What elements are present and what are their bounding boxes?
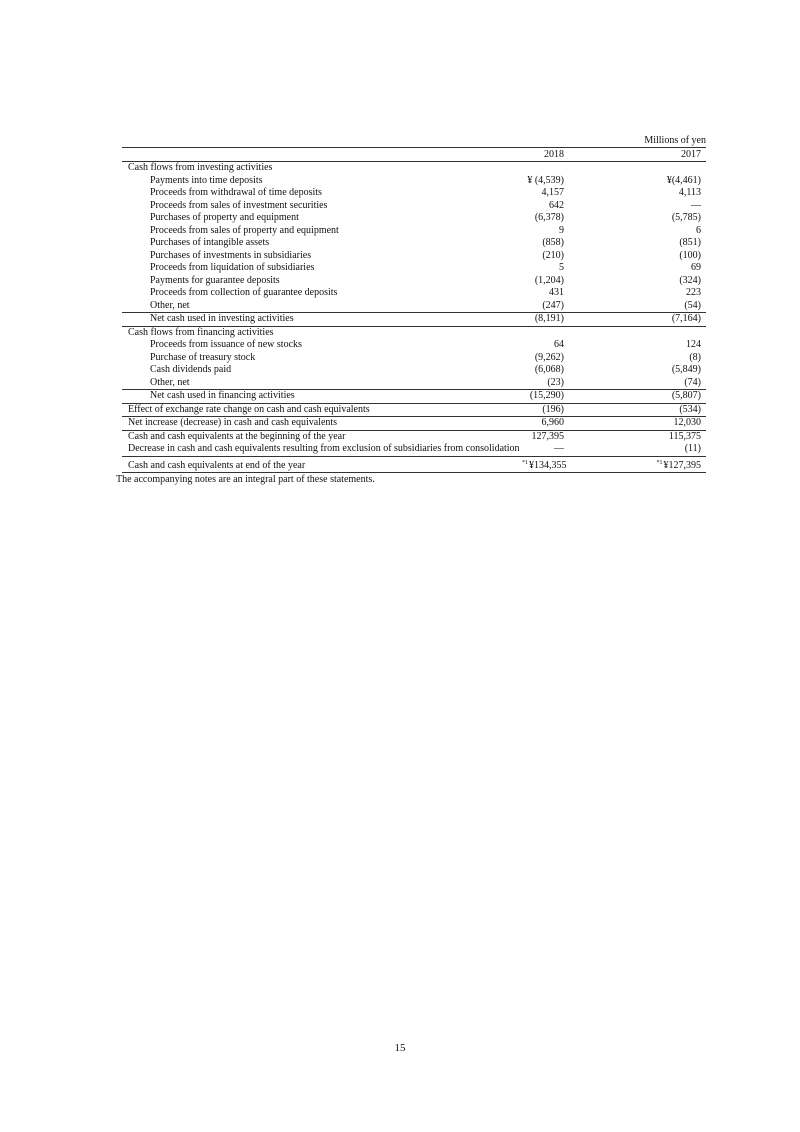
value-text: 223: [686, 287, 701, 298]
value-2017: [626, 300, 706, 313]
header-label-cell: [122, 148, 522, 162]
table-row: [122, 225, 706, 238]
value-2017: [626, 326, 706, 339]
value-2017: [626, 339, 706, 352]
row-label: Cash and cash equivalents at end of the year: [122, 456, 522, 473]
row-label: Payments into time deposits: [150, 174, 263, 186]
value-text: (196): [542, 403, 564, 415]
value-2018: [522, 175, 626, 188]
value-text: 69: [691, 262, 701, 273]
value-text: 64: [554, 339, 564, 350]
table-row: [122, 212, 706, 225]
row-label: Proceeds from sales of investment securities: [150, 199, 328, 211]
table-row: [122, 287, 706, 300]
row-label: Other, net: [150, 299, 190, 311]
value-2017: [626, 430, 706, 443]
value-text: ¥134,355: [529, 459, 567, 471]
table-body: [122, 162, 706, 473]
row-label: Purchases of property and equipment: [150, 212, 299, 223]
table-row: [122, 175, 706, 188]
value-text: 115,375: [668, 430, 701, 442]
value-2018: [522, 326, 626, 339]
value-text: 4,113: [678, 187, 701, 198]
table-row: [122, 250, 706, 263]
value-2018: [522, 364, 626, 377]
row-label: Proceeds from liquidation of subsidiaries: [150, 262, 315, 273]
table-row: [122, 200, 706, 213]
value-2018: [522, 430, 626, 443]
value-text: ¥127,395: [663, 459, 701, 471]
table-row: [122, 390, 706, 404]
footnote: The accompanying notes are an integral part of these statements.: [116, 474, 375, 485]
value-text: 9: [559, 224, 564, 236]
value-text: ¥(4,461): [666, 174, 701, 186]
table-row: [122, 430, 706, 443]
row-label: Proceeds from withdrawal of time deposits: [150, 187, 322, 198]
table-row: [122, 300, 706, 313]
row-label: Purchases of investments in subsidiaries: [150, 249, 312, 261]
value-2018: [522, 443, 626, 456]
row-label: Net increase (decrease) in cash and cash equivalents: [122, 417, 522, 431]
value-2017: [626, 352, 706, 365]
value-text: (851): [679, 237, 701, 248]
value-2018: [522, 187, 626, 200]
value-2018: [522, 287, 626, 300]
row-label: Proceeds from sales of property and equipment: [150, 224, 339, 236]
value-text: (8): [689, 351, 701, 363]
value-text: (5,785): [671, 212, 701, 223]
value-text: ¥ (4,539): [527, 174, 564, 186]
value-text: (210): [542, 249, 564, 261]
table-row: [122, 237, 706, 250]
value-text: (74): [684, 376, 701, 388]
value-2018: [522, 339, 626, 352]
row-label: Cash and cash equivalents at the beginning of the year: [122, 430, 522, 443]
row-label: Other, net: [150, 376, 190, 388]
value-text: (15,290): [529, 390, 564, 401]
value-text: (858): [542, 237, 564, 248]
value-text: 127,395: [531, 430, 564, 442]
table-row: [122, 275, 706, 288]
value-2018: [522, 212, 626, 225]
value-2018: [522, 225, 626, 238]
value-2017: [626, 250, 706, 263]
value-2018: [522, 300, 626, 313]
value-2018: [522, 352, 626, 365]
page-number: 15: [394, 1042, 406, 1054]
cash-flow-statement: [122, 134, 706, 473]
value-2017: [626, 364, 706, 377]
table-row: [122, 364, 706, 377]
value-2018: [522, 162, 626, 175]
column-header-2017: 2017: [626, 148, 706, 162]
table-row: [122, 339, 706, 352]
value-text: (534): [679, 403, 701, 415]
value-text: 431: [549, 287, 564, 298]
value-text: (5,807): [671, 390, 701, 401]
value-2018: [522, 377, 626, 390]
value-2017: [626, 175, 706, 188]
row-label: Purchase of treasury stock: [150, 351, 256, 363]
table-row: [122, 326, 706, 339]
value-2017: [626, 212, 706, 225]
value-text: (11): [684, 443, 701, 454]
value-2017: [626, 377, 706, 390]
value-2018: [522, 250, 626, 263]
units-label: Millions of yen: [644, 135, 706, 146]
value-2017: [626, 443, 706, 456]
note-reference: *1: [656, 459, 663, 466]
table-row: [122, 352, 706, 365]
row-label: Net cash used in investing activities: [122, 313, 522, 327]
value-2018: [522, 200, 626, 213]
table-row: [122, 313, 706, 327]
row-label: Cash dividends paid: [150, 364, 232, 375]
value-2018: [522, 275, 626, 288]
value-text: (7,164): [671, 313, 701, 324]
note-reference: *1: [522, 459, 528, 466]
value-text: 6: [696, 224, 701, 236]
row-label: Net cash used in financing activities: [122, 390, 522, 404]
table-row: [122, 262, 706, 275]
value-text: 124: [686, 339, 701, 350]
row-label: Effect of exchange rate change on cash and cash equivalents: [122, 403, 522, 417]
value-2017: [626, 287, 706, 300]
column-header-row: [122, 148, 706, 162]
value-text: 642: [549, 199, 564, 211]
value-text: (247): [542, 299, 564, 311]
value-text: (100): [679, 249, 701, 261]
value-2018: [522, 262, 626, 275]
value-text: (1,204): [534, 274, 564, 286]
value-2017: [626, 162, 706, 175]
row-label: Decrease in cash and cash equivalents resulting from exclusion of subsidiaries from consolidation: [128, 443, 520, 454]
value-2017: [626, 403, 706, 417]
value-text: (23): [547, 376, 564, 388]
row-label: Payments for guarantee deposits: [150, 274, 280, 286]
value-2017: [626, 225, 706, 238]
value-text: (324): [679, 274, 701, 286]
value-2018: [522, 390, 626, 404]
value-text: (6,378): [534, 212, 564, 223]
column-header-2018: 2018: [522, 148, 626, 162]
value-text: —: [554, 443, 564, 454]
value-2018: [522, 403, 626, 417]
value-2017: [626, 313, 706, 327]
cash-flow-table: [122, 148, 706, 473]
row-label: Purchases of intangible assets: [150, 237, 270, 248]
value-2018: [522, 237, 626, 250]
value-2017: [626, 390, 706, 404]
value-text: 6,960: [541, 417, 564, 428]
value-2017: [626, 275, 706, 288]
value-text: —: [691, 199, 701, 211]
units-header: [122, 134, 706, 148]
value-2017: [626, 417, 706, 431]
value-2018: [522, 456, 626, 473]
table-row: [122, 456, 706, 473]
value-text: (6,068): [534, 364, 564, 375]
table-row: [122, 417, 706, 431]
value-text: (5,849): [671, 364, 701, 375]
value-2017: [626, 187, 706, 200]
value-text: (54): [684, 299, 701, 311]
value-2018: [522, 417, 626, 431]
value-text: 12,030: [673, 417, 701, 428]
row-label: Cash flows from investing activities: [128, 162, 273, 173]
table-row: [122, 162, 706, 175]
row-label: Proceeds from issuance of new stocks: [150, 339, 302, 350]
value-text: 5: [559, 262, 564, 273]
row-label: Cash flows from financing activities: [122, 326, 522, 339]
value-text: (8,191): [534, 313, 564, 324]
value-text: 4,157: [541, 187, 564, 198]
value-2017: [626, 237, 706, 250]
value-2017: [626, 456, 706, 473]
table-row: [122, 377, 706, 390]
table-row: [122, 187, 706, 200]
row-label: Proceeds from collection of guarantee deposits: [150, 287, 338, 298]
value-2017: [626, 200, 706, 213]
value-text: (9,262): [534, 351, 564, 363]
value-2017: [626, 262, 706, 275]
value-2018: [522, 313, 626, 327]
table-row: [122, 403, 706, 417]
table-row: [122, 443, 706, 456]
